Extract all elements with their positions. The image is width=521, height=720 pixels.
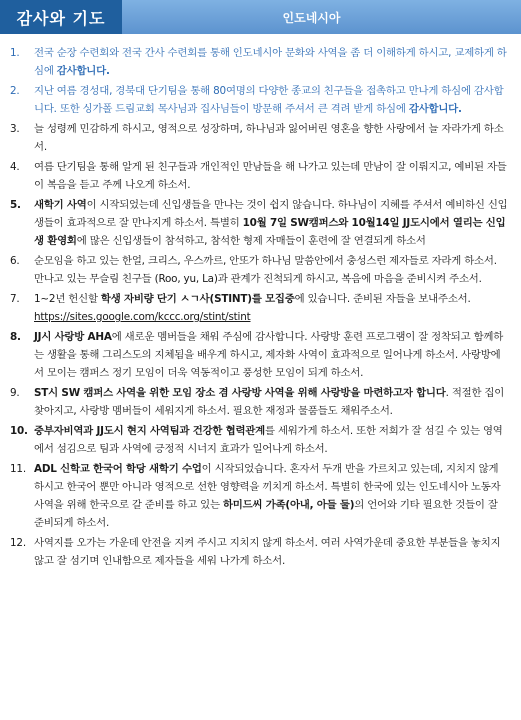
item-number: 5.: [10, 199, 21, 211]
item-number: 3.: [10, 123, 20, 135]
list-item: [10, 460, 509, 532]
item-text: JJ시 사랑방 AHA에 새로운 멤버들을 채워 주심에 감사합니다. 사랑방 훈련 프로그램이 잘 정착되고 함께하는 생활을 통해 그리스도의 지체됨을 배우게 하시고, 제자화 사역이 효과적으로 일어나게 하소서. 사랑방에서 모이는 캠퍼스 정기 모임이 더욱 역동적이고 풍성한 모임이 되게 하소서.: [34, 331, 504, 379]
list-item: [10, 158, 509, 194]
item-text: 1~2년 헌신할 학생 자비량 단기 ㅅㄱ사(STINT)를 모집중에 있습니다. 준비된 자들을 보내주소서. https://sites.google.com/kccc.org/stint/stint: [34, 293, 471, 323]
item-text: 늘 성령께 민감하게 하시고, 영적으로 성장하며, 하나님과 잃어버린 영혼을 향한 사랑에서 늘 자라가게 하소서.: [34, 123, 504, 153]
list-item: [10, 290, 509, 326]
list-item: [10, 120, 509, 156]
list-item: [10, 196, 509, 250]
item-number: 2.: [10, 85, 20, 97]
item-text: ADL 신학교 한국어 학당 새학기 수업이 시작되었습니다. 혼자서 두개 반을 가르치고 있는데, 지치지 않게 하시고 한국어 뿐만 아니라 영적으로 선한 영향력을 끼치게 하소서. 특별히 한국에 있는 인도네시아 노동자 사역을 위해 한국으로 갈 준비를 하고 있는 하미드씨 가족(아내, 아들 둘)의 언어와 기타 필요한 것들이 잘 준비되게 하소서.: [34, 463, 501, 529]
item-text: 사역지를 오가는 가운데 안전을 지켜 주시고 지치지 않게 하소서. 여러 사역가운데 중요한 부분들을 놓치지 않고 잘 섬기며 인내함으로 제자들을 세워 나가게 하소서.: [34, 537, 501, 567]
country-label: 인도네시아: [122, 0, 521, 34]
section-title: 감사와 기도: [0, 0, 122, 34]
prayer-list: [0, 44, 521, 570]
list-item: [10, 82, 509, 118]
item-text: 지난 여름 경성대, 경북대 단기팀을 통해 80여명의 다양한 종교의 친구들을 접촉하고 만나게 하심에 감사합니다. 또한 싱가폴 드림교회 목사님과 집사님들이 방문해 주셔서 큰 격려 받게 하심에 감사합니다.: [34, 85, 504, 115]
item-number: 7.: [10, 293, 20, 305]
item-text: 전국 순장 수련회와 전국 간사 수련회를 통해 인도네시아 문화와 사역을 좀 더 이해하게 하시고, 교제하게 하심에 감사합니다.: [34, 47, 507, 77]
item-text: 중부자비역과 JJ도시 현지 사역팀과 건강한 협력관계를 세워가게 하소서. 또한 저희가 잘 섬길 수 있는 영역에서 섬김으로 팀과 사역에 긍정적 시너지 효과가 일어나게 하소서.: [34, 425, 503, 455]
list-item: [10, 252, 509, 288]
item-number: 12.: [10, 537, 26, 549]
item-text: 순모임을 하고 있는 한얼, 크리스, 우스까르, 안또가 하나님 말씀안에서 충성스런 제자들로 자라게 하소서. 만나고 있는 무슬림 친구들 (Roo, yu, La)과 관계가 진척되게 하시고, 복음에 마음을 준비시켜 주소서.: [34, 255, 497, 285]
item-number: 9.: [10, 387, 20, 399]
item-number: 8.: [10, 331, 21, 343]
list-item: [10, 422, 509, 458]
item-number: 4.: [10, 161, 20, 173]
list-item: [10, 328, 509, 382]
list-item: [10, 534, 509, 570]
item-number: 1.: [10, 47, 20, 59]
item-number: 10.: [10, 425, 28, 437]
item-number: 11.: [10, 463, 26, 475]
item-text: 여름 단기팀을 통해 알게 된 친구들과 개인적인 만남들을 해 나가고 있는데 만남이 잘 이뤄지고, 예비된 자들이 복음을 듣고 주께 나오게 하소서.: [34, 161, 507, 191]
item-text: ST시 SW 캠퍼스 사역을 위한 모임 장소 겸 사랑방 사역을 위해 사랑방을 마련하고자 합니다. 적절한 집이 찾아지고, 사랑방 멤버들이 세워지게 하소서. 필요한 재정과 물품들도 채워주소서.: [34, 387, 505, 417]
list-item: [10, 44, 509, 80]
item-number: 6.: [10, 255, 20, 267]
header-bar: [0, 0, 521, 34]
list-item: [10, 384, 509, 420]
item-text: 새학기 사역이 시작되었는데 신입생들을 만나는 것이 쉽지 않습니다. 하나님이 지혜를 주셔서 예비하신 신입생들이 효과적으로 잘 만나지게 하소서. 특별히 10월 7일 SW캠퍼스와 10월14일 JJ도시에서 열리는 신입생 환영회에 많은 신입생들이 참석하고, 참석한 형제 자매들이 훈련에 잘 연결되게 하소서: [34, 199, 508, 247]
stint-link[interactable]: https://sites.google.com/kccc.org/stint/stint: [34, 311, 251, 323]
